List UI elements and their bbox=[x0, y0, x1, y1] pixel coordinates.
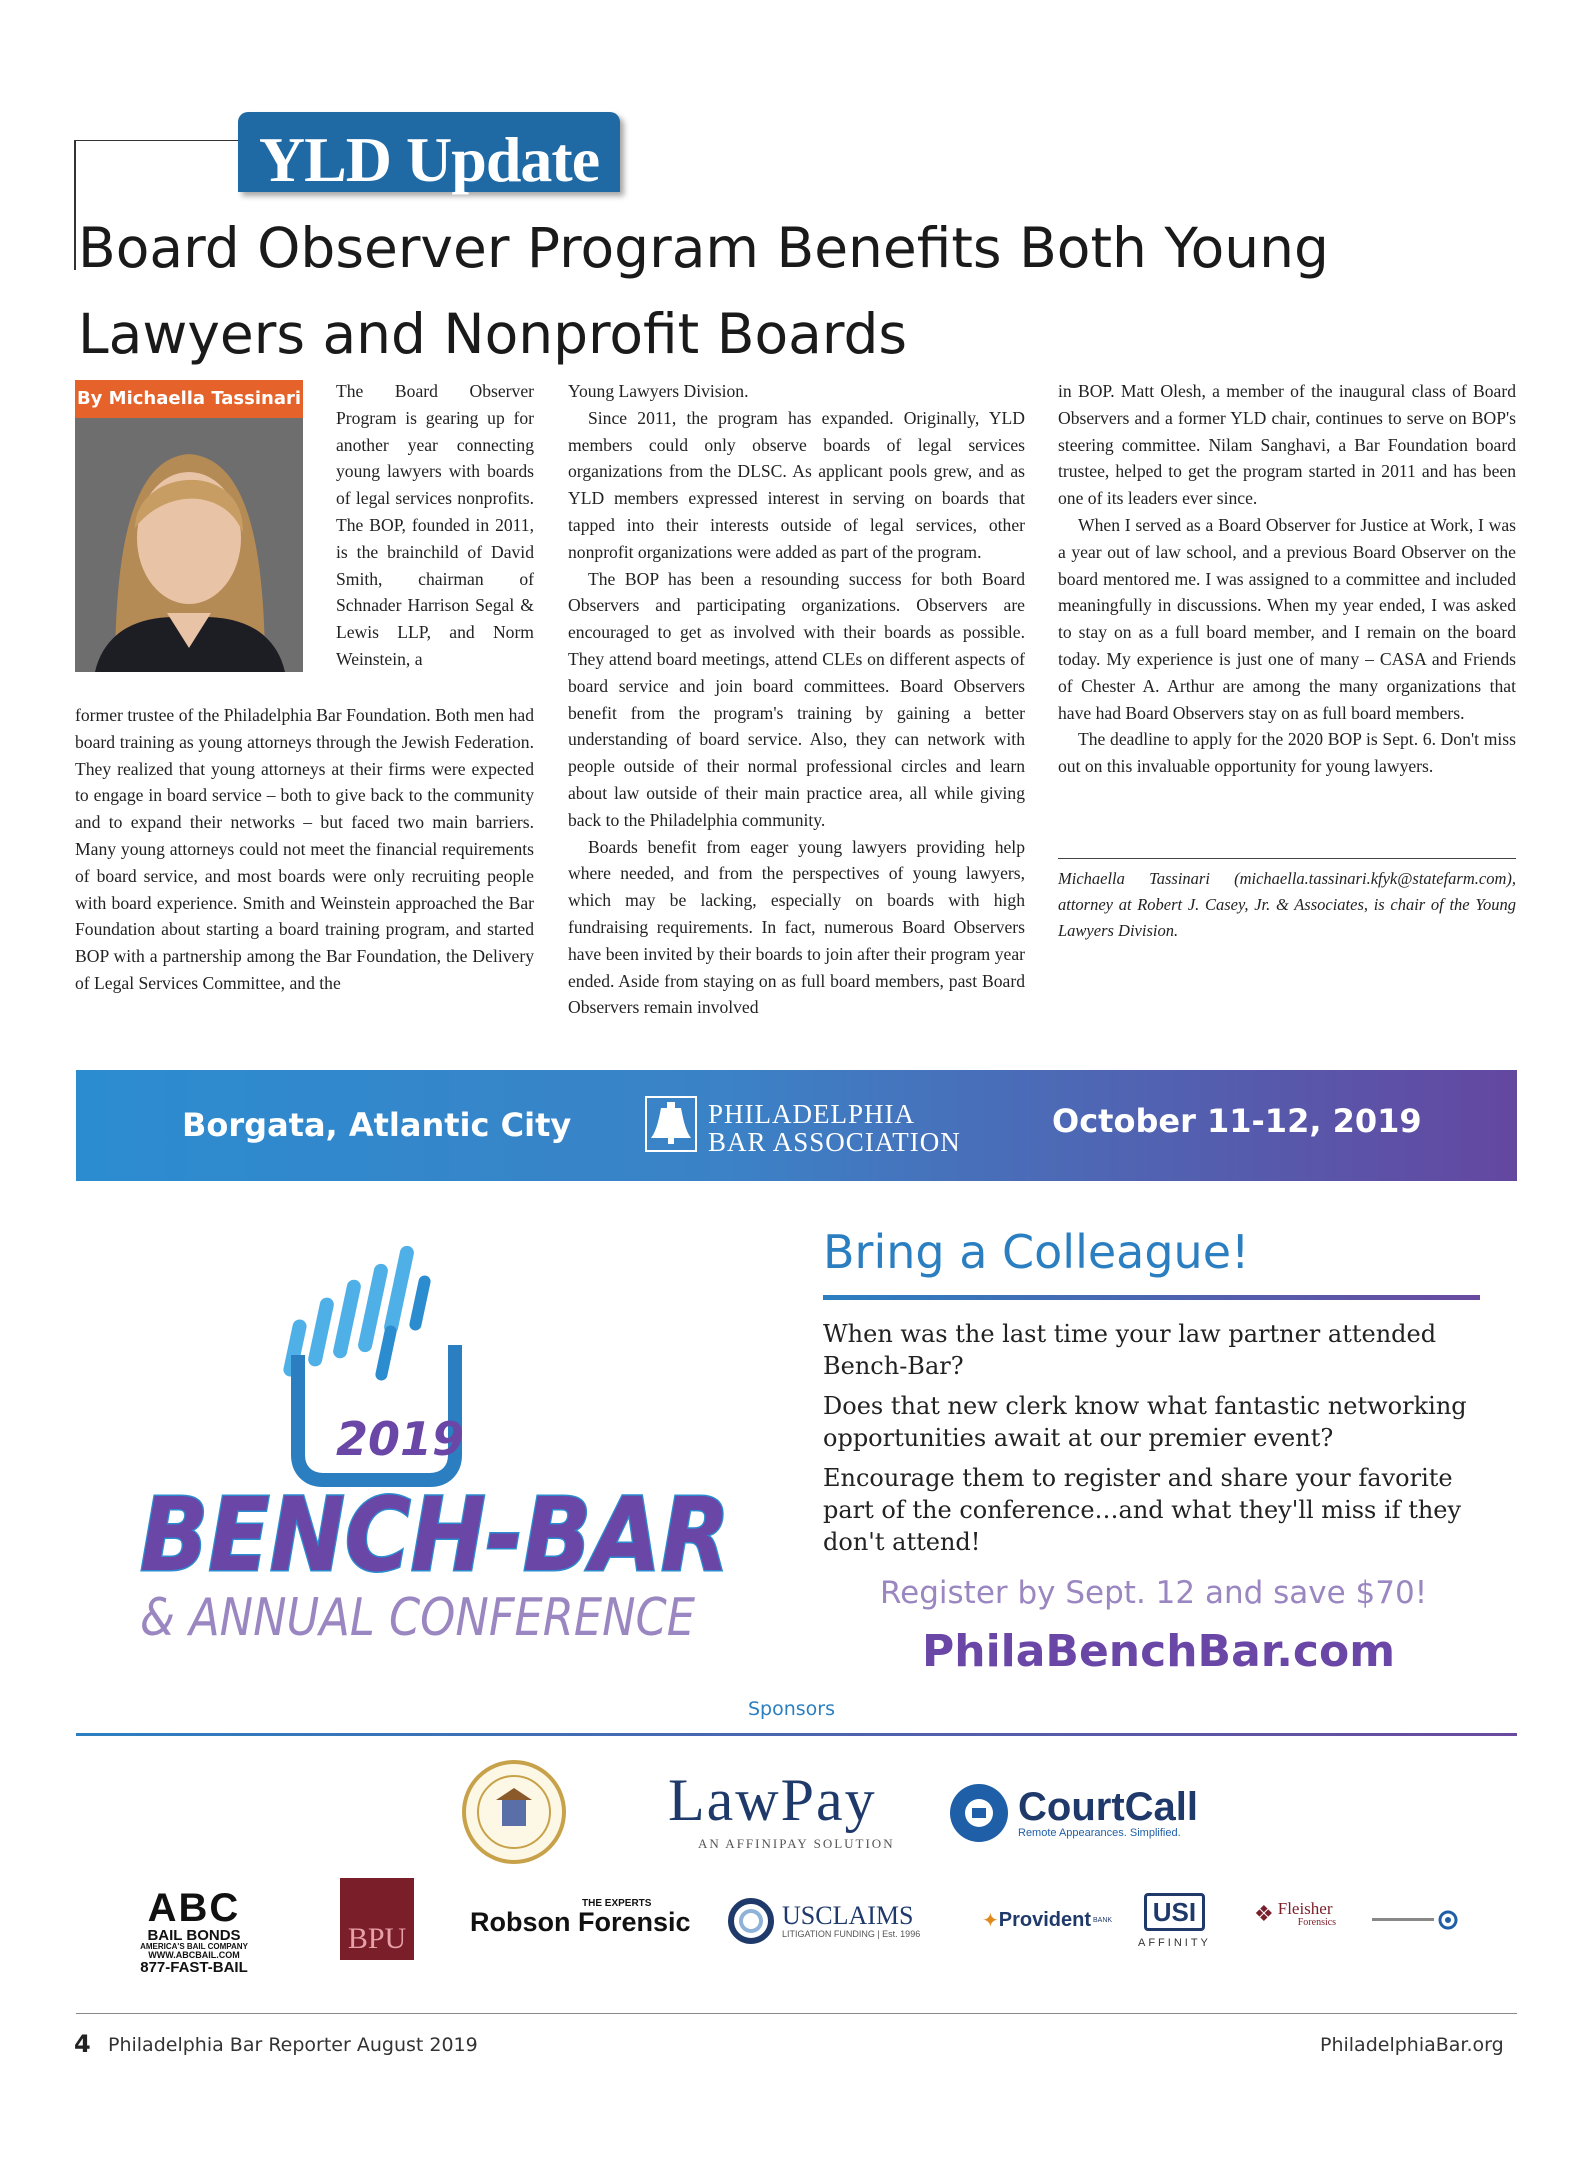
event-location: Borgata, Atlantic City bbox=[182, 1106, 572, 1144]
courtcall-tagline: Remote Appearances. Simplified. bbox=[1018, 1827, 1181, 1839]
fleisher-forensics-logo bbox=[1254, 1900, 1336, 1928]
bench-bar-logo bbox=[130, 1235, 750, 1675]
provident-icon: ✦ bbox=[982, 1910, 999, 1932]
pba-wordmark-line1: PHILADELPHIA bbox=[708, 1099, 915, 1129]
provident-bank-label: BANK bbox=[1093, 1917, 1113, 1924]
fleisher-tagline: Forensics bbox=[1297, 1917, 1337, 1928]
ad-paragraph: When was the last time your law partner attended Bench-Bar? bbox=[823, 1320, 1437, 1380]
usi-affinity-logo bbox=[1138, 1893, 1211, 1949]
usclaims-icon bbox=[726, 1896, 776, 1946]
footer-publication: Philadelphia Bar Reporter August 2019 bbox=[108, 2034, 478, 2056]
courtcall-logo bbox=[948, 1782, 1198, 1844]
usclaims-tagline: LITIGATION FUNDING | Est. 1996 bbox=[782, 1929, 921, 1939]
provident-bank-logo bbox=[982, 1908, 1112, 1933]
footer-website-link[interactable]: PhiladelphiaBar.org bbox=[1320, 2034, 1504, 2056]
article-column-3 bbox=[1058, 378, 1516, 780]
provident-wordmark: Provident bbox=[998, 1909, 1092, 1931]
author-bio: Michaella Tassinari (michaella.tassinari.kfyk@statefarm.com), attorney at Robert J. Casey, Jr. & Associates, is chair of the Young Lawyers Division. bbox=[1058, 869, 1516, 940]
bpu-wordmark: BPU bbox=[347, 1922, 407, 1955]
article-paragraph: Since 2011, the program has expanded. Originally, YLD members could only observe boards of legal services organizations from the DLSC. As applicant pools grew, and as YLD members expressed interest in serving on boards that tapped into their interests outside of legal services, other nonprofit organizations were added as part of the program. bbox=[568, 407, 1025, 562]
article-column-1-top bbox=[336, 378, 534, 673]
article-paragraph: in BOP. Matt Olesh, a member of the inaugural class of Board Observers and a former YLD chair, continues to serve on BOP's steering committee. Nilam Sanghavi, a Bar Foundation board trustee, helped to get the program started in 2011 and has been one of its leaders ever since. bbox=[1058, 381, 1516, 509]
article-paragraph: The BOP has been a resounding success for both Board Observers and participating organizations. Observers are encouraged to get as involved with their boards as possible. They attend board meetings, attend CLEs on different aspects of board service and join board committees. Board Observers benefit from the program's training by gaining a better understanding of board service. Also, they can network with people outside of their normal professional circles and learn about law outside of their main practice area, all while giving back to the Philadelphia community. bbox=[568, 568, 1025, 830]
article-paragraph: The deadline to apply for the 2020 BOP is Sept. 6. Don't miss out on this invaluable opportunity for young lawyers. bbox=[1058, 729, 1516, 777]
article-paragraph: When I served as a Board Observer for Justice at Work, I was a year out of law school, and a previous Board Observer on the board mentored me. I was assigned to a committee and included meaningfully in discussions. When my year ended, I was asked to stay on as a full board member, and I remain on the board today. My experience is just one of many – CASA and Friends of Chester A. Arthur are among the many organizations that have had Board Observers stay on as full board members. bbox=[1058, 514, 1516, 723]
robson-wordmark: Robson Forensic bbox=[470, 1907, 691, 1937]
courtcall-icon bbox=[948, 1782, 1010, 1844]
bio-divider bbox=[1058, 858, 1516, 859]
logo-sub: & ANNUAL CONFERENCE bbox=[140, 1588, 696, 1648]
bpu-logo bbox=[340, 1878, 414, 1960]
abc-line: AMERICA'S BAIL COMPANY bbox=[140, 1942, 248, 1951]
page-number: 4 bbox=[74, 2030, 91, 2058]
pba-wordmark-line2: BAR ASSOCIATION bbox=[708, 1127, 961, 1157]
article-paragraph: Boards benefit from eager young lawyers providing help where needed, and from the perspectives of young lawyers, which may be lacking, especially on boards with high fundraising requirements. In fact, numerous Board Observers have been invited by their boards to join after their program year ended. Aside from staying on as full board members, past Board Observers remain involved bbox=[568, 836, 1025, 1018]
resolution-experts-logo bbox=[1372, 1910, 1466, 1930]
liberty-bell-icon bbox=[645, 1096, 697, 1152]
abc-phone: 877-FAST-BAIL bbox=[140, 1959, 248, 1976]
byline: By Michaella Tassinari bbox=[75, 380, 303, 418]
fleisher-icon: ❖ bbox=[1254, 1901, 1274, 1926]
article-column-2 bbox=[568, 378, 1025, 1021]
header-top-rule bbox=[74, 140, 238, 141]
lawpay-wordmark: LawPay bbox=[668, 1767, 877, 1833]
ad-paragraph: Does that new clerk know what fantastic networking opportunities await at our premier event? bbox=[823, 1392, 1467, 1452]
sponsors-label: Sponsors bbox=[748, 1698, 836, 1720]
lawpay-logo bbox=[668, 1767, 895, 1852]
event-website-link[interactable]: PhilaBenchBar.com bbox=[922, 1626, 1396, 1677]
ad-paragraph: Encourage them to register and share your favorite part of the conference…and what they'll miss if they don't attend! bbox=[823, 1464, 1462, 1556]
abc-wordmark: ABC bbox=[147, 1886, 241, 1930]
usi-wordmark: USI bbox=[1144, 1893, 1205, 1931]
footer-rule bbox=[76, 2013, 1517, 2014]
logo-year: 2019 bbox=[336, 1412, 465, 1466]
sponsors-rule bbox=[76, 1733, 1517, 1736]
article-paragraph: The Board Observer Program is gearing up for another year connecting young lawyers with boards of legal services nonprofits. The BOP, founded in 2011, is the brainchild of David Smith, chairman of Schnader Harrison Segal & Lewis LLP, and Norm Weinstein, a bbox=[336, 381, 534, 669]
abc-line: WWW.ABCBAIL.COM bbox=[148, 1950, 240, 1960]
robson-tagline: THE EXPERTS bbox=[582, 1898, 652, 1909]
usi-tagline: AFFINITY bbox=[1138, 1937, 1211, 1949]
pba-wordmark bbox=[708, 1100, 961, 1156]
usclaims-wordmark: USCLAIMS bbox=[782, 1901, 914, 1930]
fleisher-wordmark: Fleisher bbox=[1277, 1899, 1333, 1918]
logo-main: BENCH-BAR bbox=[140, 1476, 730, 1595]
event-dates: October 11-12, 2019 bbox=[1052, 1102, 1422, 1140]
ad-headline-rule bbox=[823, 1295, 1480, 1300]
author-photo bbox=[75, 418, 303, 672]
abc-bail-bonds-logo bbox=[130, 1888, 258, 1975]
article-paragraph: former trustee of the Philadelphia Bar Foundation. Both men had board training as young attorneys through the Jewish Federation. They realized that young attorneys at their firms were expected to engage in board service – both to give back to the community and to expand their networks – but faced two main barriers. Many young attorneys could not meet the financial requirements of board service, and most boards were only recruiting people with board experience. Smith and Weinstein approached the Bar Foundation about starting a board training program, and started BOP with a partnership among the Bar Foundation, the Delivery of Legal Services Committee, and the bbox=[75, 705, 534, 993]
courtcall-wordmark: CourtCall bbox=[1018, 1785, 1198, 1829]
pa-seal-logo bbox=[462, 1760, 566, 1864]
article-headline: Board Observer Program Benefits Both Young Lawyers and Nonprofit Boards bbox=[78, 216, 1329, 366]
article-column-1-bottom bbox=[75, 702, 534, 997]
usclaims-logo bbox=[726, 1896, 920, 1946]
register-promo: Register by Sept. 12 and save $70! bbox=[880, 1575, 1428, 1611]
abc-line: BAIL BONDS bbox=[147, 1927, 241, 1944]
robson-forensic-logo bbox=[470, 1898, 691, 1935]
header-left-rule bbox=[74, 140, 76, 270]
article-paragraph: Young Lawyers Division. bbox=[568, 381, 749, 401]
ad-headline: Bring a Colleague! bbox=[823, 1225, 1250, 1279]
lawpay-tagline: AN AFFINIPAY SOLUTION bbox=[698, 1836, 895, 1851]
section-tab-label: YLD Update bbox=[258, 124, 600, 195]
section-tab bbox=[238, 112, 620, 195]
